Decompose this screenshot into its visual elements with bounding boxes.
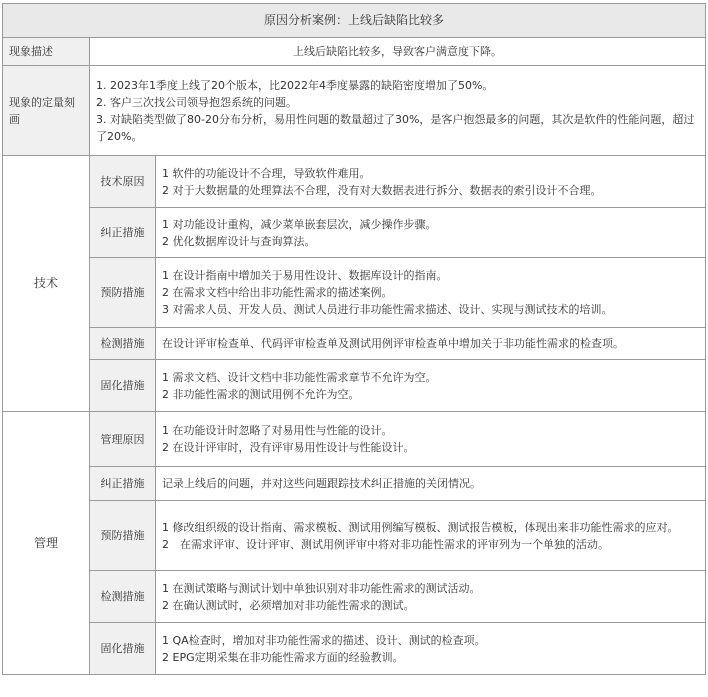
mgmt-section-label: 管理: [3, 412, 90, 675]
mgmt-row-content: [156, 501, 706, 571]
tech-row-detect: [3, 328, 706, 360]
content-line: 1 在测试策略与测试计划中单独识别对非功能性需求的测试活动。: [162, 581, 481, 595]
tech-row-content: [156, 258, 706, 328]
tech-section-label: 技术: [3, 156, 90, 412]
content-line: 2 在需求文档中给出非功能性需求的描述案例。: [162, 286, 393, 299]
tech-row-solidify: [3, 360, 706, 412]
mgmt-row-label: 预防措施: [90, 501, 156, 571]
quant-line: 1. 2023年1季度上线了20个版本，比2022年4季度暴露的缺陷密度增加了50%。: [96, 78, 494, 92]
content-line: 1 需求文档、设计文档中非功能性需求章节不允许为空。: [162, 370, 437, 384]
tech-row-prevent: [3, 258, 706, 328]
tech-row-correct: [3, 208, 706, 258]
content-line: 2 在需求评审、设计评审、测试用例评审中将对非功能性需求的评审列为一个单独的活动。: [162, 537, 609, 551]
tech-row-label: 预防措施: [90, 258, 156, 328]
mgmt-row-correct: [3, 467, 706, 501]
tech-row-content: [156, 208, 706, 258]
mgmt-row-label: 检测措施: [90, 571, 156, 623]
title-row: [3, 4, 706, 38]
quant-line: 3. 对缺陷类型做了80-20分布分析，易用性问题的数量超过了30%，是客户抱怨最多的问题，其次是软件的性能问题，超过了20%。: [96, 112, 695, 143]
content-line: 2 在设计评审时，没有评审易用性设计与性能设计。: [162, 441, 415, 454]
table-title: 原因分析案例：上线后缺陷比较多: [3, 4, 706, 38]
mgmt-row-detect: [3, 571, 706, 623]
content-line: 1 在功能设计时忽略了对易用性与性能的设计。: [162, 424, 393, 437]
tech-row-label: 固化措施: [90, 360, 156, 412]
content-line: 3 对需求人员、开发人员、测试人员进行非功能性需求描述、设计、实现与测试技术的培训。: [162, 303, 613, 316]
tech-row-cause: [3, 156, 706, 208]
mgmt-row-solidify: [3, 623, 706, 675]
phenomenon-text: 上线后缺陷比较多，导致客户满意度下降。: [90, 38, 706, 66]
quant-row: [3, 66, 706, 156]
content-line: 1 软件的功能设计不合理，导致软件难用。: [162, 166, 371, 180]
content-line: 2 在确认测试时，必须增加对非功能性需求的测试。: [162, 598, 415, 612]
case-document: [2, 3, 706, 675]
content-line: 2 EPG定期采集在非功能性需求方面的经验教训。: [162, 650, 404, 664]
mgmt-row-cause: [3, 412, 706, 467]
phenomenon-row: [3, 38, 706, 66]
phenomenon-label: 现象描述: [3, 38, 90, 66]
content-line: 1 在设计指南中增加关于易用性设计、数据库设计的指南。: [162, 269, 448, 282]
content-line: 1 修改组织级的设计指南、需求模板、测试用例编写模板、测试报告模板，体现出来非功能性需求的应对。: [162, 520, 679, 534]
mgmt-row-content: [156, 623, 706, 675]
tech-row-label: 检测措施: [90, 328, 156, 360]
mgmt-row-prevent: [3, 501, 706, 571]
content-line: 1 QA检查时，增加对非功能性需求的描述、设计、测试的检查项。: [162, 633, 486, 647]
mgmt-row-label: 固化措施: [90, 623, 156, 675]
tech-row-content: [156, 360, 706, 412]
mgmt-row-label: 管理原因: [90, 412, 156, 467]
cause-analysis-table: [2, 3, 706, 675]
quant-label: 现象的定量刻画: [3, 66, 90, 156]
quant-line: 2. 客户三次找公司领导抱怨系统的问题。: [96, 95, 297, 109]
mgmt-row-content: [156, 571, 706, 623]
content-line: 2 对于大数据量的处理算法不合理，没有对大数据表进行拆分、数据表的索引设计不合理。: [162, 183, 602, 197]
tech-row-label: 技术原因: [90, 156, 156, 208]
tech-row-content: [156, 328, 706, 360]
mgmt-row-content: [156, 467, 706, 501]
mgmt-row-label: 纠正措施: [90, 467, 156, 501]
content-line: 2 非功能性需求的测试用例不允许为空。: [162, 387, 360, 401]
content-line: 在设计评审检查单、代码评审检查单及测试用例评审检查单中增加关于非功能性需求的检查项。: [162, 337, 624, 350]
content-line: 2 优化数据库设计与查询算法。: [162, 234, 316, 248]
mgmt-row-content: [156, 412, 706, 467]
content-line: 记录上线后的问题，并对这些问题跟踪技术纠正措施的关闭情况。: [162, 477, 481, 490]
tech-row-label: 纠正措施: [90, 208, 156, 258]
quant-content: [90, 66, 706, 156]
content-line: 1 对功能设计重构，减少菜单嵌套层次，减少操作步骤。: [162, 217, 437, 231]
tech-row-content: [156, 156, 706, 208]
